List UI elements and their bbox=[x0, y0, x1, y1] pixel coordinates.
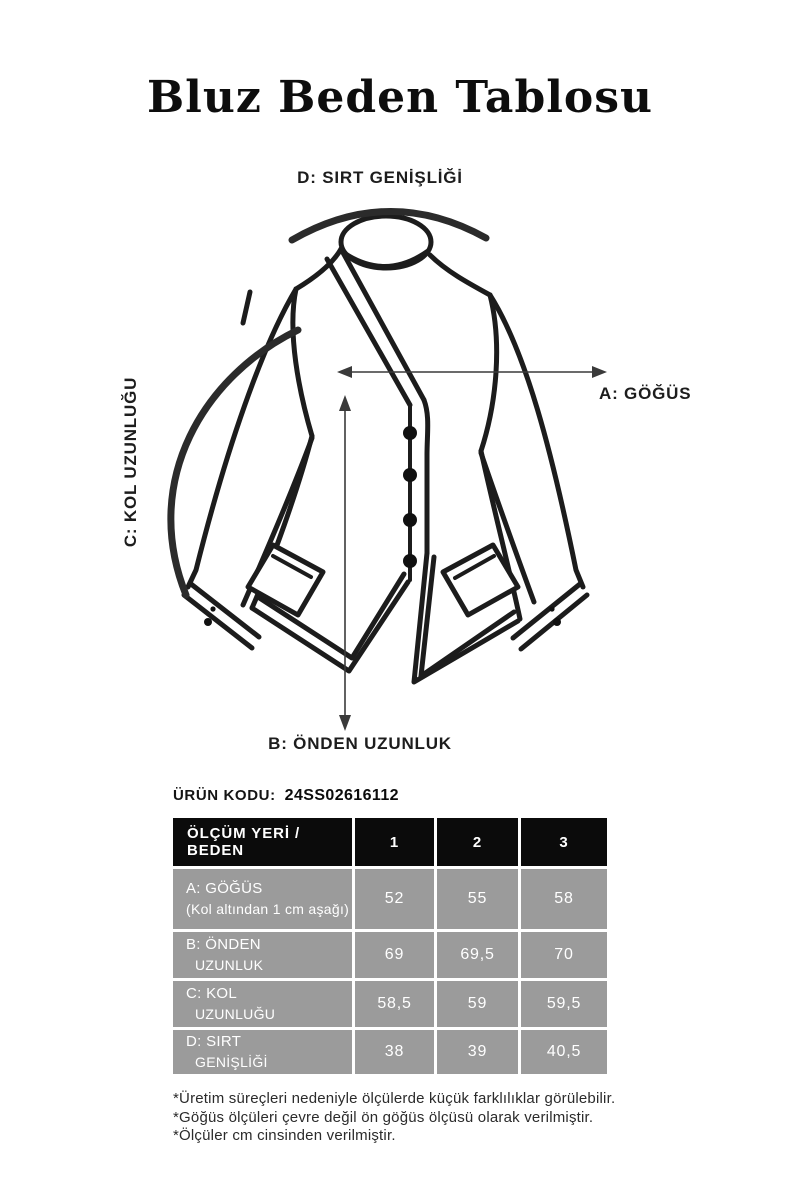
label-chest: A: GÖĞÜS bbox=[599, 384, 692, 403]
product-code-value: 24SS02616112 bbox=[284, 787, 399, 804]
table-row-sleeve-length-label bbox=[173, 981, 352, 1027]
table-cell: 40,5 bbox=[521, 1030, 607, 1074]
footnote-production: *Üretim süreçleri nedeniyle ölçülerde küçük farklılıklar görülebilir. bbox=[173, 1090, 616, 1107]
label-sleeve-length: C: KOL UZUNLUĞU bbox=[121, 376, 140, 548]
table-row-front-length-label bbox=[173, 932, 352, 978]
product-code bbox=[173, 787, 399, 805]
footnote-chest-measure: *Göğüs ölçüleri çevre değil ön göğüs ölçüsü olarak verilmiştir. bbox=[173, 1108, 594, 1126]
label-front-length: B: ÖNDEN UZUNLUK bbox=[268, 734, 452, 753]
garment-measurement-diagram bbox=[0, 150, 800, 795]
label-back-width: D: SIRT GENİŞLİĞİ bbox=[297, 168, 463, 187]
table-header-size-3: 3 bbox=[521, 818, 607, 866]
table-row-back-width-label bbox=[173, 1030, 352, 1074]
table-cell: 59,5 bbox=[521, 981, 607, 1027]
row-sublabel: UZUNLUK bbox=[195, 957, 264, 973]
table-cell: 39 bbox=[437, 1030, 518, 1074]
size-table bbox=[173, 818, 607, 1074]
footnote-cm-units: *Ölçüler cm cinsinden verilmiştir. bbox=[173, 1127, 396, 1144]
table-cell: 58 bbox=[521, 869, 607, 929]
row-label: A: GÖĞÜS bbox=[186, 880, 263, 897]
row-label: C: KOL bbox=[186, 985, 237, 1002]
table-cell: 38 bbox=[355, 1030, 434, 1074]
product-code-label: ÜRÜN KODU: bbox=[173, 787, 276, 804]
table-cell: 59 bbox=[437, 981, 518, 1027]
table-header-size-2: 2 bbox=[437, 818, 518, 866]
row-label: B: ÖNDEN bbox=[186, 936, 261, 953]
table-header-measure: ÖLÇÜM YERİ / BEDEN bbox=[173, 818, 352, 866]
row-sublabel: (Kol altından 1 cm aşağı) bbox=[186, 901, 350, 917]
table-cell: 52 bbox=[355, 869, 434, 929]
page-title: Bluz Beden Tablosu bbox=[146, 72, 654, 123]
table-header-size-1: 1 bbox=[355, 818, 434, 866]
table-cell: 69 bbox=[355, 932, 434, 978]
row-label: D: SIRT bbox=[186, 1033, 242, 1050]
table-cell: 55 bbox=[437, 869, 518, 929]
row-sublabel: UZUNLUĞU bbox=[195, 1006, 276, 1022]
table-cell: 69,5 bbox=[437, 932, 518, 978]
row-sublabel: GENİŞLİĞİ bbox=[195, 1054, 268, 1070]
blouse-line-drawing bbox=[0, 150, 800, 795]
footnotes bbox=[173, 1090, 615, 1146]
table-row-chest-label bbox=[173, 869, 352, 929]
table-cell: 58,5 bbox=[355, 981, 434, 1027]
table-cell: 70 bbox=[521, 932, 607, 978]
